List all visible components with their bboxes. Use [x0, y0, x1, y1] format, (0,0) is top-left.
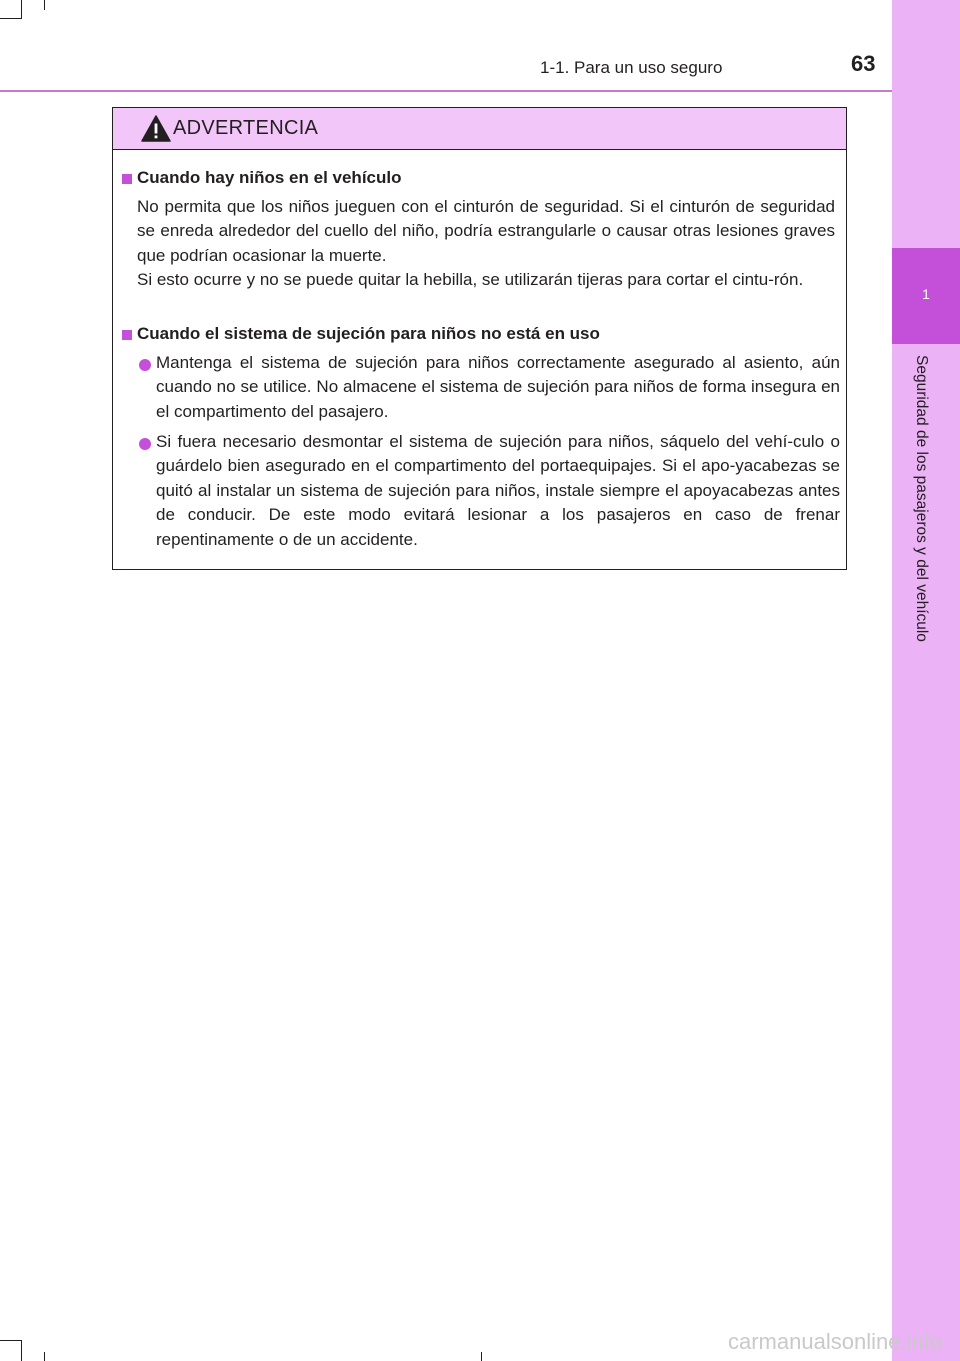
square-bullet-icon [122, 330, 132, 340]
crop-mark [21, 0, 22, 19]
square-bullet-icon [122, 174, 132, 184]
page-number: 63 [851, 51, 876, 76]
crop-mark [481, 1352, 482, 1361]
list-item: Mantenga el sistema de sujeción para niños correctamente asegurado al asiento, aún cuando no se utilice. No almacene el sistema de sujeción para niños de forma insegura en el compartimento del pasajero. [156, 353, 840, 421]
paragraph: No permita que los niños jueguen con el cinturón de seguridad. Si el cinturón de seguridad se enreda alrededor del cuello del niño, podría estrangularle o causar otras lesiones graves que podrían ocasionar la muerte. [137, 197, 835, 265]
section-body [137, 195, 835, 293]
chapter-number: 1 [922, 286, 930, 302]
crop-mark [0, 18, 22, 19]
crop-mark [21, 1340, 22, 1361]
section-heading: Cuando hay niños en el vehículo [137, 168, 402, 187]
section-title: 1-1. Para un uso seguro [540, 58, 723, 77]
crop-mark [44, 1352, 45, 1361]
crop-mark [0, 1340, 22, 1341]
warning-header [113, 108, 846, 150]
warning-content [113, 150, 846, 570]
crop-mark [44, 0, 45, 10]
section-heading: Cuando el sistema de sujeción para niños no está en uso [137, 324, 600, 343]
chapter-title: Seguridad de los pasajeros y del vehículo [913, 355, 930, 642]
round-bullet-icon [139, 438, 151, 450]
chapter-tab[interactable] [892, 248, 960, 344]
paragraph: Si esto ocurre y no se puede quitar la hebilla, se utilizarán tijeras para cortar el cintu-rón. [137, 270, 804, 290]
list-item: Si fuera necesario desmontar el sistema de sujeción para niños, sáquelo del vehí-culo o guárdelo bien asegurado en el compartimento del portaequipajes. Si el apo-yacabezas se quitó al instalar un sistema de sujeción para niños, instale siempre el apoyacabezas antes de conducir. De este modo evitará lesionar a los pasajeros en caso de frenar repentinamente o de un accidente. [156, 432, 840, 549]
header-rule [0, 90, 892, 92]
warning-title: ADVERTENCIA [173, 117, 319, 139]
watermark: carmanualsonline.info [728, 1329, 943, 1354]
warning-triangle-icon [141, 115, 171, 142]
round-bullet-icon [139, 359, 151, 371]
sidebar [892, 0, 960, 1361]
warning-box [112, 107, 847, 570]
